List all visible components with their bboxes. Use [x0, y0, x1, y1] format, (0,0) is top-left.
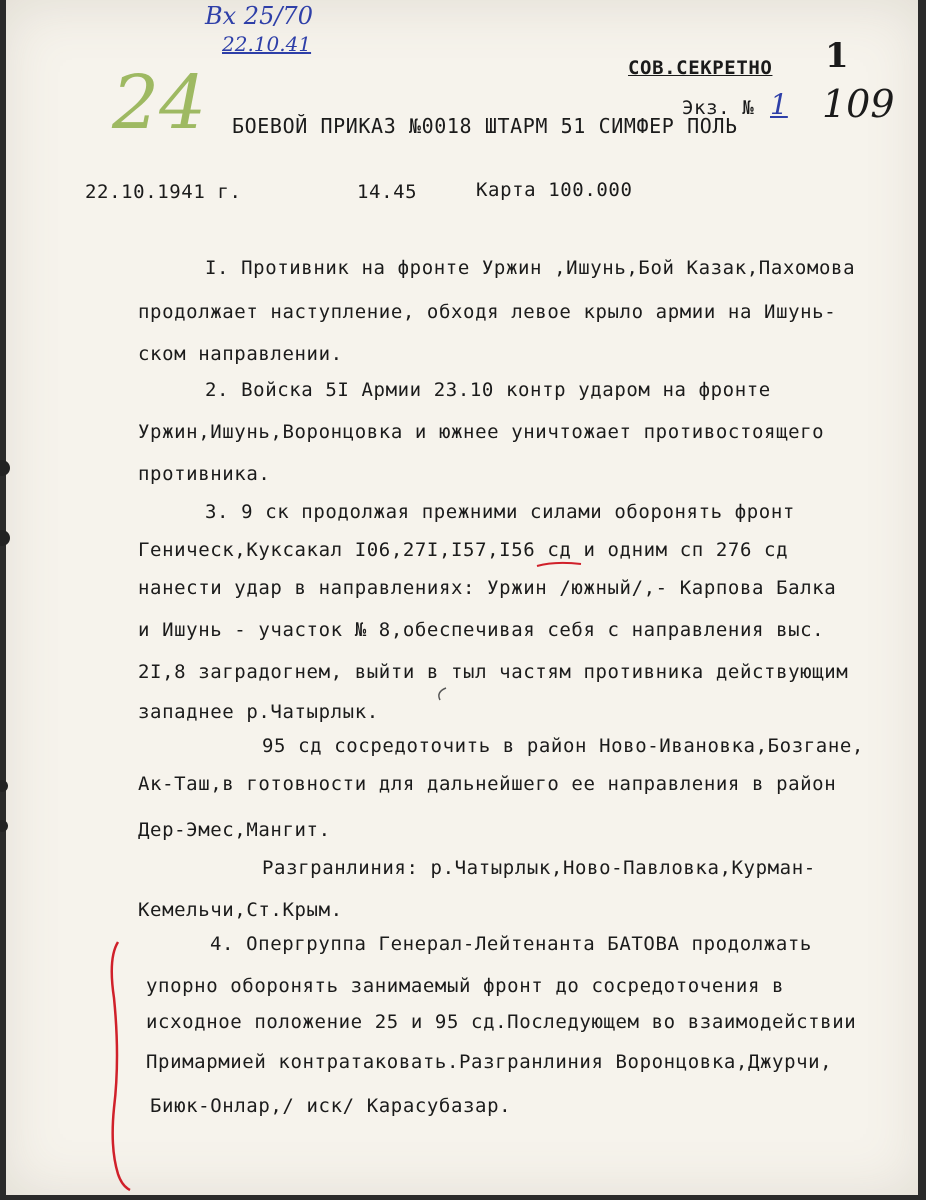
copy-label: Экз. № [682, 97, 755, 119]
punch-hole [0, 780, 8, 792]
red-underline-mark [535, 558, 585, 572]
body-line: I. Противник на фронте Уржин ,Ишунь,Бой Казак,Пахомова [205, 257, 856, 279]
punch-hole [0, 530, 10, 546]
body-line: Уржин,Ишунь,Воронцовка и южнее уничтожает противостоящего [138, 421, 825, 443]
body-line: 2. Войска 5I Армии 23.10 контр ударом на фронте [205, 379, 771, 401]
archive-mark-line1: Вх 25/70 [205, 2, 313, 30]
page-number: 1 [825, 36, 849, 76]
archive-mark-line2: 22.10.41 [222, 32, 312, 56]
document-title: БОЕВОЙ ПРИКАЗ №0018 ШТАРМ 51 СИМФЕР ПОЛЬ [232, 114, 738, 138]
copy-number: 1 [770, 88, 788, 121]
order-date: 22.10.1941 г. [85, 181, 242, 203]
body-line: Разгранлиния: р.Чатырлык,Ново-Павловка,Курман- [262, 857, 816, 879]
scan-edge-bottom [0, 1195, 926, 1200]
classification-label: СОВ.СЕКРЕТНО [628, 57, 773, 79]
body-line: исходное положение 25 и 95 сд.Последующем во взаимодействии [146, 1011, 857, 1033]
body-line: Ак-Таш,в готовности для дальнейшего ее направления в район [138, 773, 837, 795]
pencil-mark [432, 684, 452, 704]
order-time: 14.45 [357, 181, 418, 203]
body-line: и Ишунь - участок № 8,обеспечивая себя с направления выс. [138, 619, 825, 641]
body-line: 95 сд сосредоточить в район Ново-Ивановка,Бозгане, [262, 735, 864, 757]
body-line: Биюк-Онлар,/ иск/ Карасубазар. [150, 1095, 512, 1117]
punch-hole [0, 460, 10, 476]
body-line: продолжает наступление, обходя левое крыло армии на Ишунь- [138, 301, 837, 323]
scan-edge-right [918, 0, 926, 1200]
punch-hole [0, 820, 8, 832]
map-scale: Карта 100.000 [476, 179, 633, 201]
body-line: нанести удар в направлениях: Уржин /южный/,- Карпова Балка [138, 577, 837, 599]
body-line: Дер-Эмес,Мангит. [138, 819, 331, 841]
body-line: ском направлении. [138, 343, 343, 365]
red-margin-bracket [96, 938, 136, 1198]
sheet-number: 109 [822, 82, 895, 126]
body-line: 4. Опергруппа Генерал-Лейтенанта БАТОВА продолжать [210, 933, 812, 955]
body-line: Геническ,Куксакал I06,27I,I57,I56 сд и одним сп 276 сд [138, 539, 789, 561]
scan-edge-left [0, 0, 6, 1200]
body-line: 2I,8 заградогнем, выйти в тыл частям противника действующим [138, 661, 849, 683]
body-line: упорно оборонять занимаемый фронт до сосредоточения в [146, 975, 785, 997]
body-line: Кемельчи,Ст.Крым. [138, 899, 343, 921]
body-line: западнее р.Чатырлык. [138, 701, 379, 723]
large-handwritten-number: 24 [112, 60, 207, 146]
body-line: Примармией контратаковать.Разгранлиния Воронцовка,Джурчи, [146, 1051, 833, 1073]
body-line: 3. 9 ск продолжая прежними силами оборонять фронт [205, 501, 795, 523]
body-line: противника. [138, 463, 271, 485]
